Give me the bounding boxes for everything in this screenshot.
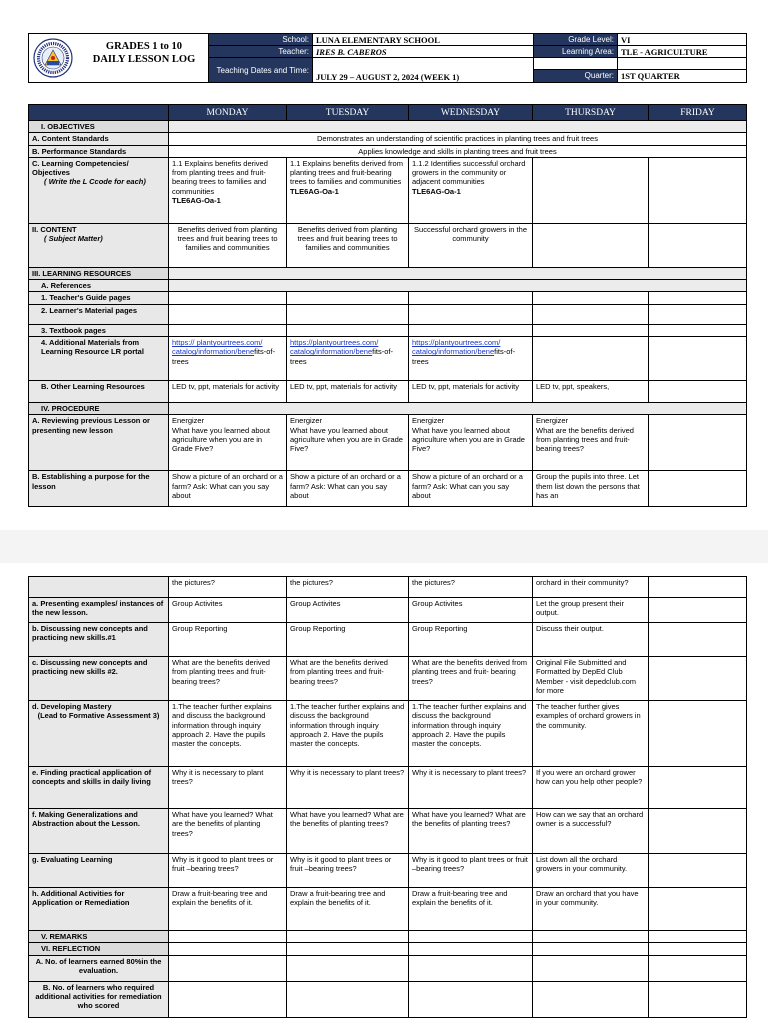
- additional-materials-label: 4. Additional Materials from Learning Resource LR portal: [29, 337, 169, 381]
- other-resources-tuesday: LED tv, ppt, materials for activity: [287, 381, 409, 403]
- competency-monday: 1.1 Explains benefits derived from planting trees and fruit-bearing trees to families and communities TLE6AG-Oa-1: [169, 157, 287, 223]
- learners-remediation-label: B. No. of learners who required additional activities for remediation who scored: [29, 981, 169, 1017]
- practical-application-label: e. Finding practical application of concepts and skills in daily living: [29, 767, 169, 809]
- learning-resources-heading: III. LEARNING RESOURCES: [29, 267, 169, 279]
- discussing-concepts-1-label: b. Discussing new concepts and practicing new skills.#1: [29, 623, 169, 657]
- form-title-line-2: DAILY LESSON LOG: [92, 54, 196, 65]
- grade-level-label: Grade Level:: [534, 34, 618, 46]
- discussing-1-thursday: Discuss their output.: [533, 623, 649, 657]
- plantyourtrees-link[interactable]: https://plantyourtrees.com/ catalog/information/bene: [412, 338, 501, 357]
- header-logo-cell: [29, 34, 209, 83]
- other-resources-monday: LED tv, ppt, materials for activity: [169, 381, 287, 403]
- purpose-tuesday: Show a picture of an orchard or a farm? Ask: What can you say about: [287, 471, 409, 507]
- competencies-label-line-2: ( Write the L Ccode for each): [44, 177, 146, 187]
- objectives-heading: I. OBJECTIVES: [29, 121, 169, 133]
- content-friday: [649, 223, 747, 267]
- school-label: School:: [209, 34, 313, 46]
- learning-area-value: TLE - AGRICULTURE: [618, 46, 747, 58]
- other-resources-label: B. Other Learning Resources: [29, 381, 169, 403]
- content-wednesday: Successful orchard growers in the community: [409, 223, 533, 267]
- purpose-monday: Show a picture of an orchard or a farm? Ask: What can you say about: [169, 471, 287, 507]
- deped-seal-logo: [33, 38, 73, 78]
- resource-link-tuesday: https://plantyourtrees.com/ catalog/information/benefits-of-trees: [287, 337, 409, 381]
- reviewing-lesson-label: A. Reviewing previous Lesson or presenting new lesson: [29, 415, 169, 471]
- performance-standards-value: Applies knowledge and skills in planting trees and fruit trees: [169, 145, 747, 157]
- corner-header: [29, 105, 169, 121]
- day-header-tuesday: TUESDAY: [287, 105, 409, 121]
- page-gap: [0, 530, 768, 563]
- content-tuesday: Benefits derived from planting trees and fruit bearing trees to families and communities: [287, 223, 409, 267]
- teaching-dates-label: Teaching Dates and Time:: [209, 58, 313, 83]
- review-tuesday: Energizer What have you learned about agriculture when you are in Grade Five?: [287, 415, 409, 471]
- content-label: [29, 223, 169, 267]
- purpose-thursday: Group the pupils into three. Let them list down the persons that has an: [533, 471, 649, 507]
- references-label: A. References: [29, 280, 169, 292]
- competency-tuesday: 1.1 Explains benefits derived from planting trees and fruit-bearing trees to families and communities TLE6AG-Oa-1: [287, 157, 409, 223]
- content-thursday: [533, 223, 649, 267]
- continued-thursday: orchard in their community?: [533, 577, 649, 598]
- form-title: [81, 40, 207, 66]
- page-2: [0, 563, 768, 1024]
- content-standards-value: Demonstrates an understanding of scientific practices in planting trees and fruit trees: [169, 133, 747, 145]
- presenting-thursday: Let the group present their output.: [533, 598, 649, 623]
- application-thursday: If you were an orchard grower how can you help other people?: [533, 767, 649, 809]
- other-resources-thursday: LED tv, ppt, speakers,: [533, 381, 649, 403]
- reflection-heading: VI. REFLECTION: [29, 943, 169, 955]
- learning-area-label: Learning Area:: [534, 46, 618, 58]
- evaluating-thursday: List down all the orchard growers in your community.: [533, 854, 649, 888]
- learners-material-label: 2. Learner's Material pages: [29, 304, 169, 324]
- teaching-dates-value: JULY 29 – AUGUST 2, 2024 (WEEK 1): [313, 58, 534, 83]
- day-header-monday: MONDAY: [169, 105, 287, 121]
- resource-link-wednesday: https://plantyourtrees.com/ catalog/information/benefits-of-trees: [409, 337, 533, 381]
- other-resources-wednesday: LED tv, ppt, materials for activity: [409, 381, 533, 403]
- plantyourtrees-link[interactable]: https:// plantyourtrees.com/ catalog/information/bene: [172, 338, 263, 357]
- teachers-guide-label: 1. Teacher's Guide pages: [29, 292, 169, 304]
- day-header-wednesday: WEDNESDAY: [409, 105, 533, 121]
- content-label-line-1: II. CONTENT: [32, 224, 77, 234]
- teacher-value: IRES B. CABEROS: [313, 46, 534, 58]
- discussing-2-thursday: Original File Submitted and Formatted by DepEd Club Member - visit depedclub.com for more: [533, 657, 649, 701]
- day-header-thursday: THURSDAY: [533, 105, 649, 121]
- lesson-table-page-2: the pictures? the pictures? the pictures? orchard in their community? a. Presenting examples/ instances of the new lesson. Group Activites Group Activites Group Activites Let the group present their output. b. Discussing new concepts and practicing new skills.#1 Group Reporting Group Reporting Group Reporting Discuss their output. c. Discussing new concepts and practicing new skills #2. What are the benefits derived from planting trees and fruit- bearing trees? What are the benefits derived from planting trees and fruit- bearing trees? What are the benefits derived from planting trees and fruit- bearing trees? Original File Submitted and Formatted by DepEd Club Member - visit depedclub.com for more d. Developing Mastery (Lead to Formative Assessment 3) 1.The teacher further explains and discuss the background information through inquiry approach 2. Have the pupils master the concepts. 1.The teacher further explains and discuss the background information through inquiry approach 2. Have the pupils master the concepts. 1.The teacher further explains and discuss the background information through inquiry approach 2. Have the pupils master the concepts. The teacher further gives examples of orchard growers in the community. e. Finding practical application of concepts and skills in daily living Why it is necessary to plant trees? Why it is necessary to plant trees? Why it is necessary to plant trees? If you were an orchard grower how can you help other people? f. Making Generalizations and Abstraction about the Lesson. What have you learned? What are the benefits of planting trees? What have you learned? What are the benefits of planting trees? What have you learned? What are the benefits of planting trees? How can we say that an orchard owner is a successful? g. Evaluating Learning Why is it good to plant trees or fruit –bearing trees? Why is it good to plant trees or fruit –bearing trees? Why is it good to plant trees or fruit –bearing trees? List down all the orchard growers in your community. h. Additional Activities for Application or Remediation Draw a fruit-bearing tree and explain the benefits of it. Draw a fruit-bearing tree and explain the benefits of it. Draw a fruit-bearing tree and explain the benefits of it. Draw an orchard that you have in your community. V. REMARKS VI. REFLECTION A. No. of learners earned 80%in the evaluation. B. No. of learners who required additional activities for remediation who scored: [28, 576, 747, 1018]
- generalizations-label: f. Making Generalizations and Abstraction about the Lesson.: [29, 809, 169, 854]
- presenting-examples-label: a. Presenting examples/ instances of the new lesson.: [29, 598, 169, 623]
- textbook-label: 3. Textbook pages: [29, 324, 169, 336]
- grade-level-value: VI: [618, 34, 747, 46]
- generalizations-thursday: How can we say that an orchard owner is a successful?: [533, 809, 649, 854]
- evaluating-learning-label: g. Evaluating Learning: [29, 854, 169, 888]
- quarter-value: 1ST QUARTER: [618, 70, 747, 83]
- continued-monday: the pictures?: [169, 577, 287, 598]
- competencies-label: [29, 157, 169, 223]
- competency-wednesday: 1.1.2 Identifies successful orchard growers in the community or adjacent communities TLE6AG-Oa-1: [409, 157, 533, 223]
- quarter-label: Quarter:: [534, 70, 618, 83]
- learners-80-percent-label: A. No. of learners earned 80%in the evaluation.: [29, 955, 169, 981]
- additional-activities-label: h. Additional Activities for Application or Remediation: [29, 888, 169, 931]
- resource-link-monday: https:// plantyourtrees.com/ catalog/information/benefits-of-trees: [169, 337, 287, 381]
- review-wednesday: Energizer What have you learned about agriculture when you are in Grade Five?: [409, 415, 533, 471]
- performance-standards-label: B. Performance Standards: [29, 145, 169, 157]
- procedure-heading: IV. PROCEDURE: [29, 403, 169, 415]
- school-value: LUNA ELEMENTARY SCHOOL: [313, 34, 534, 46]
- continued-tuesday: the pictures?: [287, 577, 409, 598]
- competencies-label-line-1: C. Learning Competencies/ Objectives: [32, 158, 129, 178]
- review-monday: Energizer What have you learned about agriculture when you are in Grade Five?: [169, 415, 287, 471]
- content-monday: Benefits derived from planting trees and fruit bearing trees to families and communities: [169, 223, 287, 267]
- competency-thursday: [533, 157, 649, 223]
- form-title-line-1: GRADES 1 to 10: [105, 41, 183, 52]
- remarks-heading: V. REMARKS: [29, 931, 169, 943]
- purpose-wednesday: Show a picture of an orchard or a farm? Ask: What can you say about: [409, 471, 533, 507]
- mastery-thursday: The teacher further gives examples of orchard growers in the community.: [533, 701, 649, 767]
- developing-mastery-label: d. Developing Mastery (Lead to Formative Assessment 3): [29, 701, 169, 767]
- plantyourtrees-link[interactable]: https://plantyourtrees.com/ catalog/information/bene: [290, 338, 379, 357]
- lesson-table-page-1: [28, 104, 747, 507]
- day-header-friday: FRIDAY: [649, 105, 747, 121]
- continued-wednesday: the pictures?: [409, 577, 533, 598]
- establishing-purpose-label: B. Establishing a purpose for the lesson: [29, 471, 169, 507]
- content-standards-label: A. Content Standards: [29, 133, 169, 145]
- review-thursday: Energizer What are the benefits derived from planting trees and fruit-bearing trees?: [533, 415, 649, 471]
- competency-friday: [649, 157, 747, 223]
- additional-thursday: Draw an orchard that you have in your community.: [533, 888, 649, 931]
- content-label-line-2: ( Subject Matter): [44, 234, 103, 244]
- teacher-label: Teacher:: [209, 46, 313, 58]
- header-table: [28, 33, 747, 83]
- discussing-concepts-2-label: c. Discussing new concepts and practicing new skills #2.: [29, 657, 169, 701]
